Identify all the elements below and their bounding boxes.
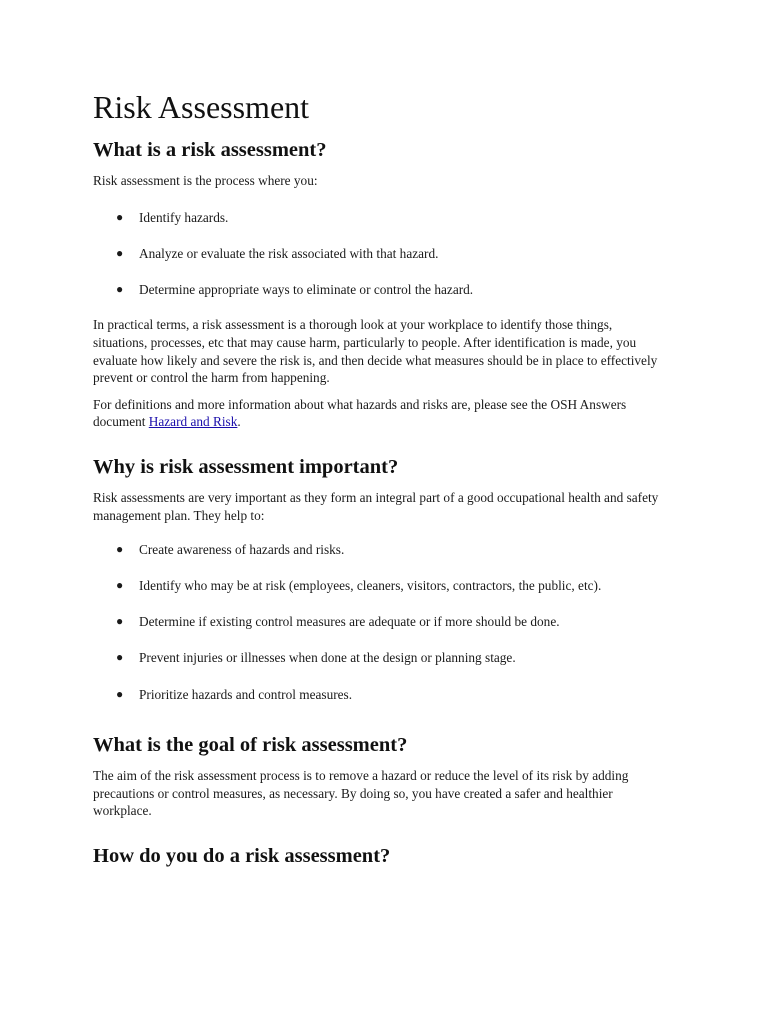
list-item-text: Determine if existing control measures are adequate or if more should be done. bbox=[139, 614, 560, 630]
list-item-text: Determine appropriate ways to eliminate or control the hazard. bbox=[139, 281, 474, 297]
list-item bbox=[93, 245, 668, 263]
list-item-text: Analyze or evaluate the risk associated with that hazard. bbox=[139, 245, 439, 261]
bullet-icon: ● bbox=[116, 650, 124, 665]
what-list bbox=[93, 209, 668, 299]
heading-goal: What is the goal of risk assessment? bbox=[93, 734, 408, 757]
bullet-icon: ● bbox=[116, 614, 124, 629]
why-list bbox=[93, 541, 668, 703]
bullet-icon: ● bbox=[116, 578, 124, 593]
list-item bbox=[93, 281, 668, 299]
heading-why-important: Why is risk assessment important? bbox=[93, 455, 399, 478]
bullet-icon: ● bbox=[116, 245, 124, 260]
bullet-icon: ● bbox=[116, 686, 124, 701]
goal-paragraph: The aim of the risk assessment process is to remove a hazard or reduce the level of its risk by adding precautions or control measures, as necessary. By doing so, you have created a safer and healthier workplace. bbox=[93, 768, 629, 819]
what-paragraph-definitions bbox=[93, 396, 668, 431]
list-item bbox=[93, 541, 668, 559]
why-intro: Risk assessments are very important as they form an integral part of a good occupational health and safety management plan. They help to: bbox=[93, 489, 659, 523]
definitions-text: For definitions and more information about what hazards and risks are, please see the OSH Answers document bbox=[93, 396, 627, 430]
list-item-text: Create awareness of hazards and risks. bbox=[139, 542, 345, 558]
document-title: Risk Assessment bbox=[93, 89, 310, 125]
list-item-text: Identify who may be at risk (employees, cleaners, visitors, contractors, the public, etc). bbox=[139, 578, 602, 594]
list-item bbox=[93, 649, 668, 667]
list-item bbox=[93, 577, 668, 595]
list-item-text: Prevent injuries or illnesses when done at the design or planning stage. bbox=[139, 650, 516, 666]
bullet-icon: ● bbox=[116, 209, 124, 224]
list-item-text: Prioritize hazards and control measures. bbox=[139, 686, 353, 702]
heading-how-to: How do you do a risk assessment? bbox=[93, 844, 391, 867]
list-item bbox=[93, 209, 668, 227]
list-item-text: Identify hazards. bbox=[139, 209, 229, 225]
heading-what-is: What is a risk assessment? bbox=[93, 139, 327, 161]
list-item bbox=[93, 686, 668, 704]
what-intro: Risk assessment is the process where you: bbox=[93, 173, 318, 188]
bullet-icon: ● bbox=[116, 542, 124, 557]
what-paragraph-practical: In practical terms, a risk assessment is a thorough look at your workplace to identify those things, situations, processes, etc that may cause harm, particularly to people. After identification is made, you evaluate how likely and severe the risk is, and then decide what measures should be in place to effectively prevent or control the harm from happening. bbox=[93, 317, 658, 386]
list-item bbox=[93, 613, 668, 631]
bullet-icon: ● bbox=[116, 281, 124, 296]
hazard-and-risk-link[interactable]: Hazard and Risk bbox=[148, 414, 238, 430]
definitions-text-end: . bbox=[237, 414, 241, 430]
